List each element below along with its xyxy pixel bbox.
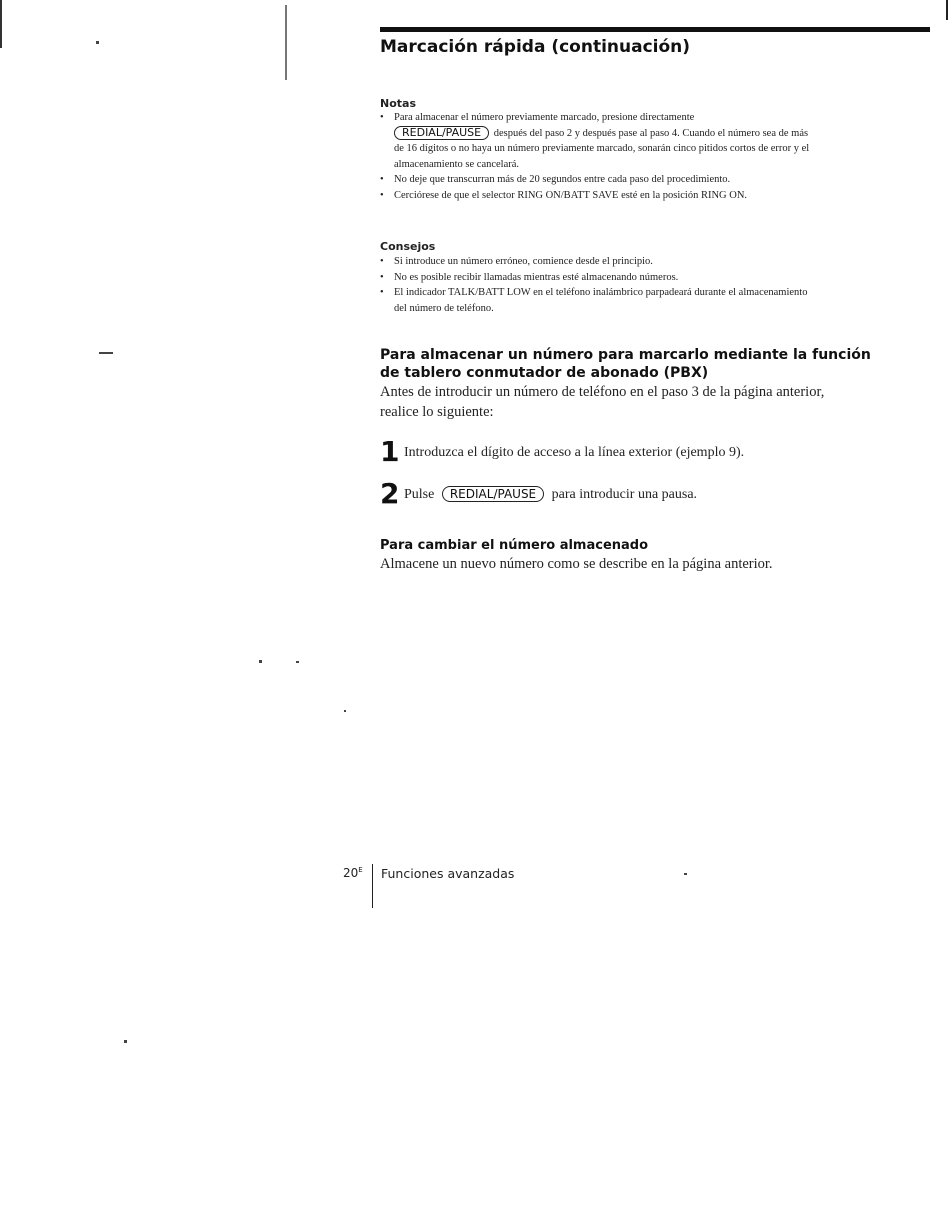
page-title: Marcación rápida (continuación) [380,37,691,57]
list-item [380,270,820,286]
step-text-before: Pulse [404,487,435,502]
list-item [380,172,820,188]
scan-speck [285,5,287,80]
notes-list [380,110,820,203]
note-text: después del paso 2 y después pase al paso 4. Cuando el número sea de más de 16 dígitos o no haya un número previamente marcado, sonarán cinco pitidos cortos de error y el almacenamiento se cancelará. [394,127,810,170]
pbx-section-heading: Para almacenar un número para marcarlo mediante la función de tablero conmutador de abonado (PBX) [380,347,871,381]
redial-pause-key-label: REDIAL/PAUSE [442,486,544,502]
scan-edge-mark [946,0,948,20]
list-item [380,110,820,172]
note-text: No deje que transcurran más de 20 segundos entre cada paso del procedimiento. [394,174,731,185]
pbx-intro-text: Antes de introducir un número de teléfono en el paso 3 de la página anterior, realice lo siguiente: [380,384,825,420]
change-number-heading: Para cambiar el número almacenado [380,538,649,553]
footer-section-name: Funciones avanzadas [381,866,515,881]
step-text: Introduzca el dígito de acceso a la línea exterior (ejemplo 9). [404,445,745,460]
notes-heading: Notas [380,97,416,110]
step-text-after: para introducir una pausa. [551,487,698,502]
scan-speck [296,661,299,663]
step-text [404,486,697,503]
footer-divider [372,864,373,908]
scan-speck [96,41,99,44]
scan-speck [99,352,113,354]
scan-edge-mark [0,0,2,48]
tip-text: No es posible recibir llamadas mientras esté almacenando números. [394,271,679,283]
tip-text: El indicador TALK/BATT LOW en el teléfono inalámbrico parpadeará durante el almacenamiento del número de teléfono. [394,287,808,314]
page-number [343,866,363,880]
tip-text: Si introduce un número erróneo, comience desde el principio. [394,256,653,267]
step-number: 2 [380,477,400,510]
redial-pause-key-label: REDIAL/PAUSE [394,126,489,140]
scan-speck [124,1040,127,1043]
page-number-value: 20 [343,866,359,880]
tips-heading: Consejos [380,240,436,253]
note-text: Para almacenar el número previamente marcado, presione directamente [394,112,695,123]
header-rule [380,27,930,32]
step-number: 1 [380,435,400,468]
tips-list [380,254,820,316]
list-item [380,285,820,316]
note-text: Cerciórese de que el selector RING ON/BATT SAVE esté en la posición RING ON. [394,189,748,201]
scan-speck [344,710,346,712]
list-item [380,188,820,204]
list-item [380,254,820,270]
scan-speck [259,660,262,663]
page-number-suffix: E [358,866,363,874]
change-number-text: Almacene un nuevo número como se describe en la página anterior. [380,556,773,572]
scan-speck [684,873,687,875]
